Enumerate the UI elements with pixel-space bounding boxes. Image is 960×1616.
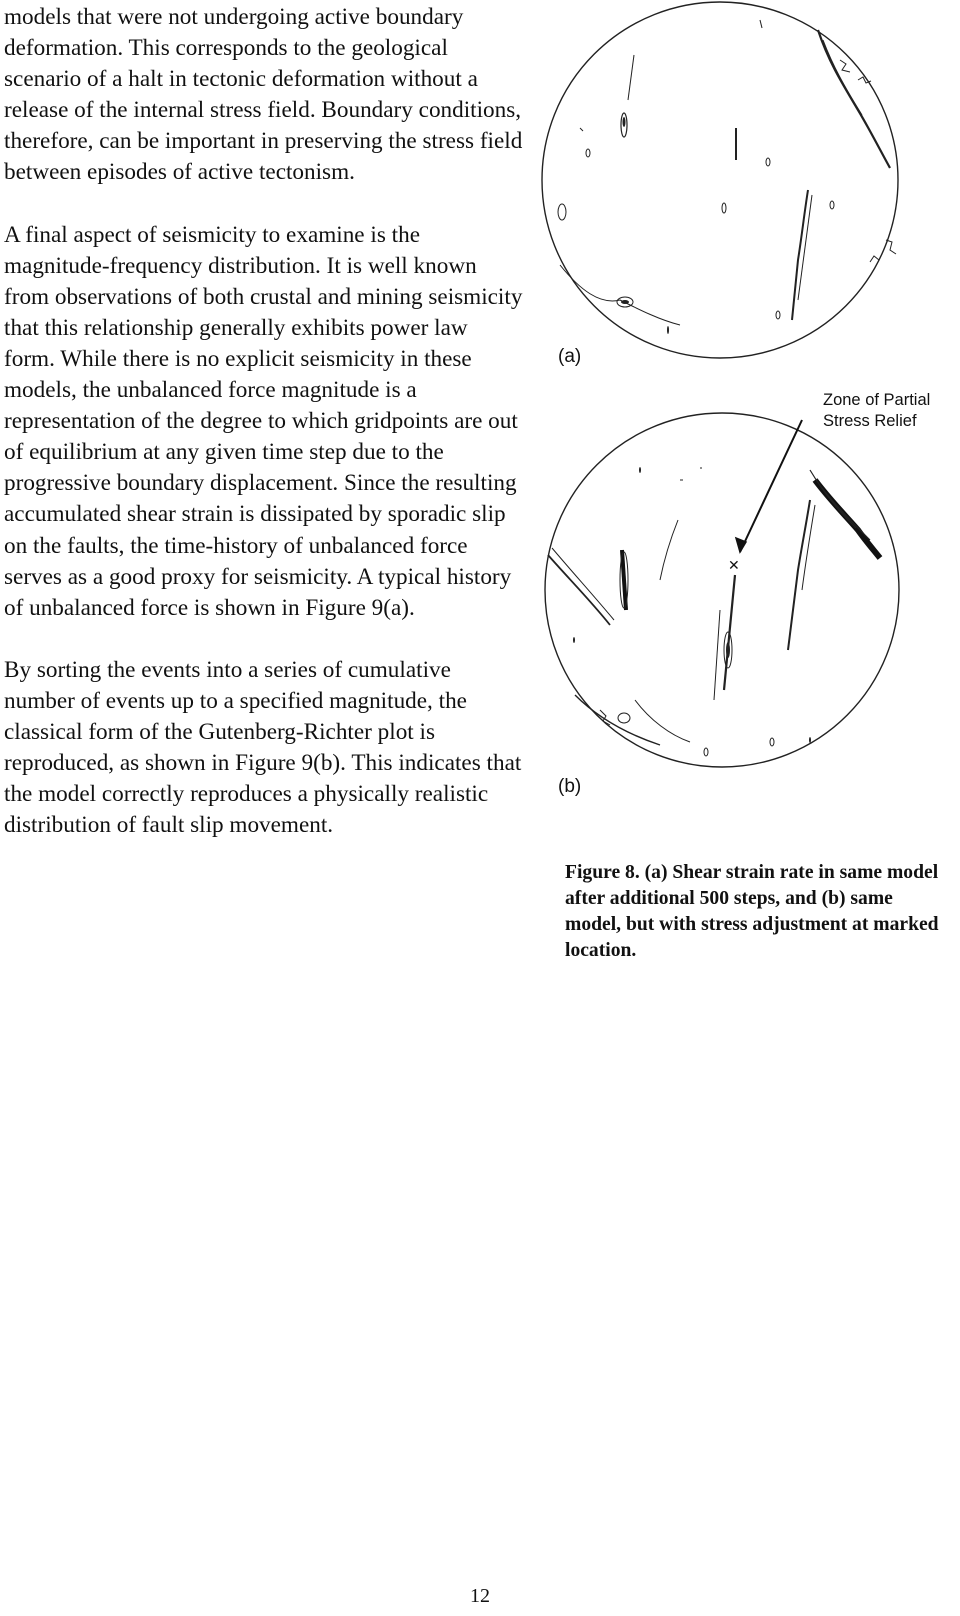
zone-of-partial-stress-relief-label	[823, 390, 930, 432]
paragraph-2: A final aspect of seismicity to examine is the magnitude-frequency distribution. It is well known from observations of both crustal and mining seismicity that this relationship generally exhibits power law form. While there is no explicit seismicity in these models, the unbalanced force magnitude is a representation of the degree to which gridpoints are out of equilibrium at any given time step due to the progressive boundary displacement. Since the resulting accumulated shear strain is dissipated by sporadic slip on the faults, the time-history of unbalanced force serves as a good proxy for seismicity. A typical history of unbalanced force is shown in Figure 9(a).	[4, 221, 523, 621]
stress-adjustment-marker: ✕	[728, 557, 740, 573]
panel-b-label: (b)	[558, 776, 582, 797]
annotation-line-2: Stress Relief	[823, 412, 917, 430]
panel-b-strain-map	[545, 413, 899, 767]
paragraph-1: models that were not undergoing active boundary deformation. This corresponds to the geological scenario of a halt in tectonic deformation without a release of the internal stress field. Boundary conditions, therefore, can be important in preserving the stress field between episodes of active tectonism.	[4, 4, 523, 186]
body-text-column	[4, 2, 524, 872]
panel-a-strain-map	[542, 2, 898, 358]
panel-a-label: (a)	[558, 346, 582, 367]
figure-8-caption: Figure 8. (a) Shear strain rate in same model after additional 500 steps, and (b) same model, but with stress adjustment at marked location.	[565, 862, 939, 961]
paragraph-3: By sorting the events into a series of cumulative number of events up to a specified magnitude, the classical form of the Gutenberg-Richter plot is reproduced, as shown in Figure 9(b). This indicates that the model correctly reproduces a physically realistic distribution of fault slip movement.	[4, 656, 522, 839]
page-number: 12	[470, 1585, 490, 1607]
annotation-line-1: Zone of Partial	[823, 391, 931, 409]
figure-8	[540, 0, 960, 1000]
